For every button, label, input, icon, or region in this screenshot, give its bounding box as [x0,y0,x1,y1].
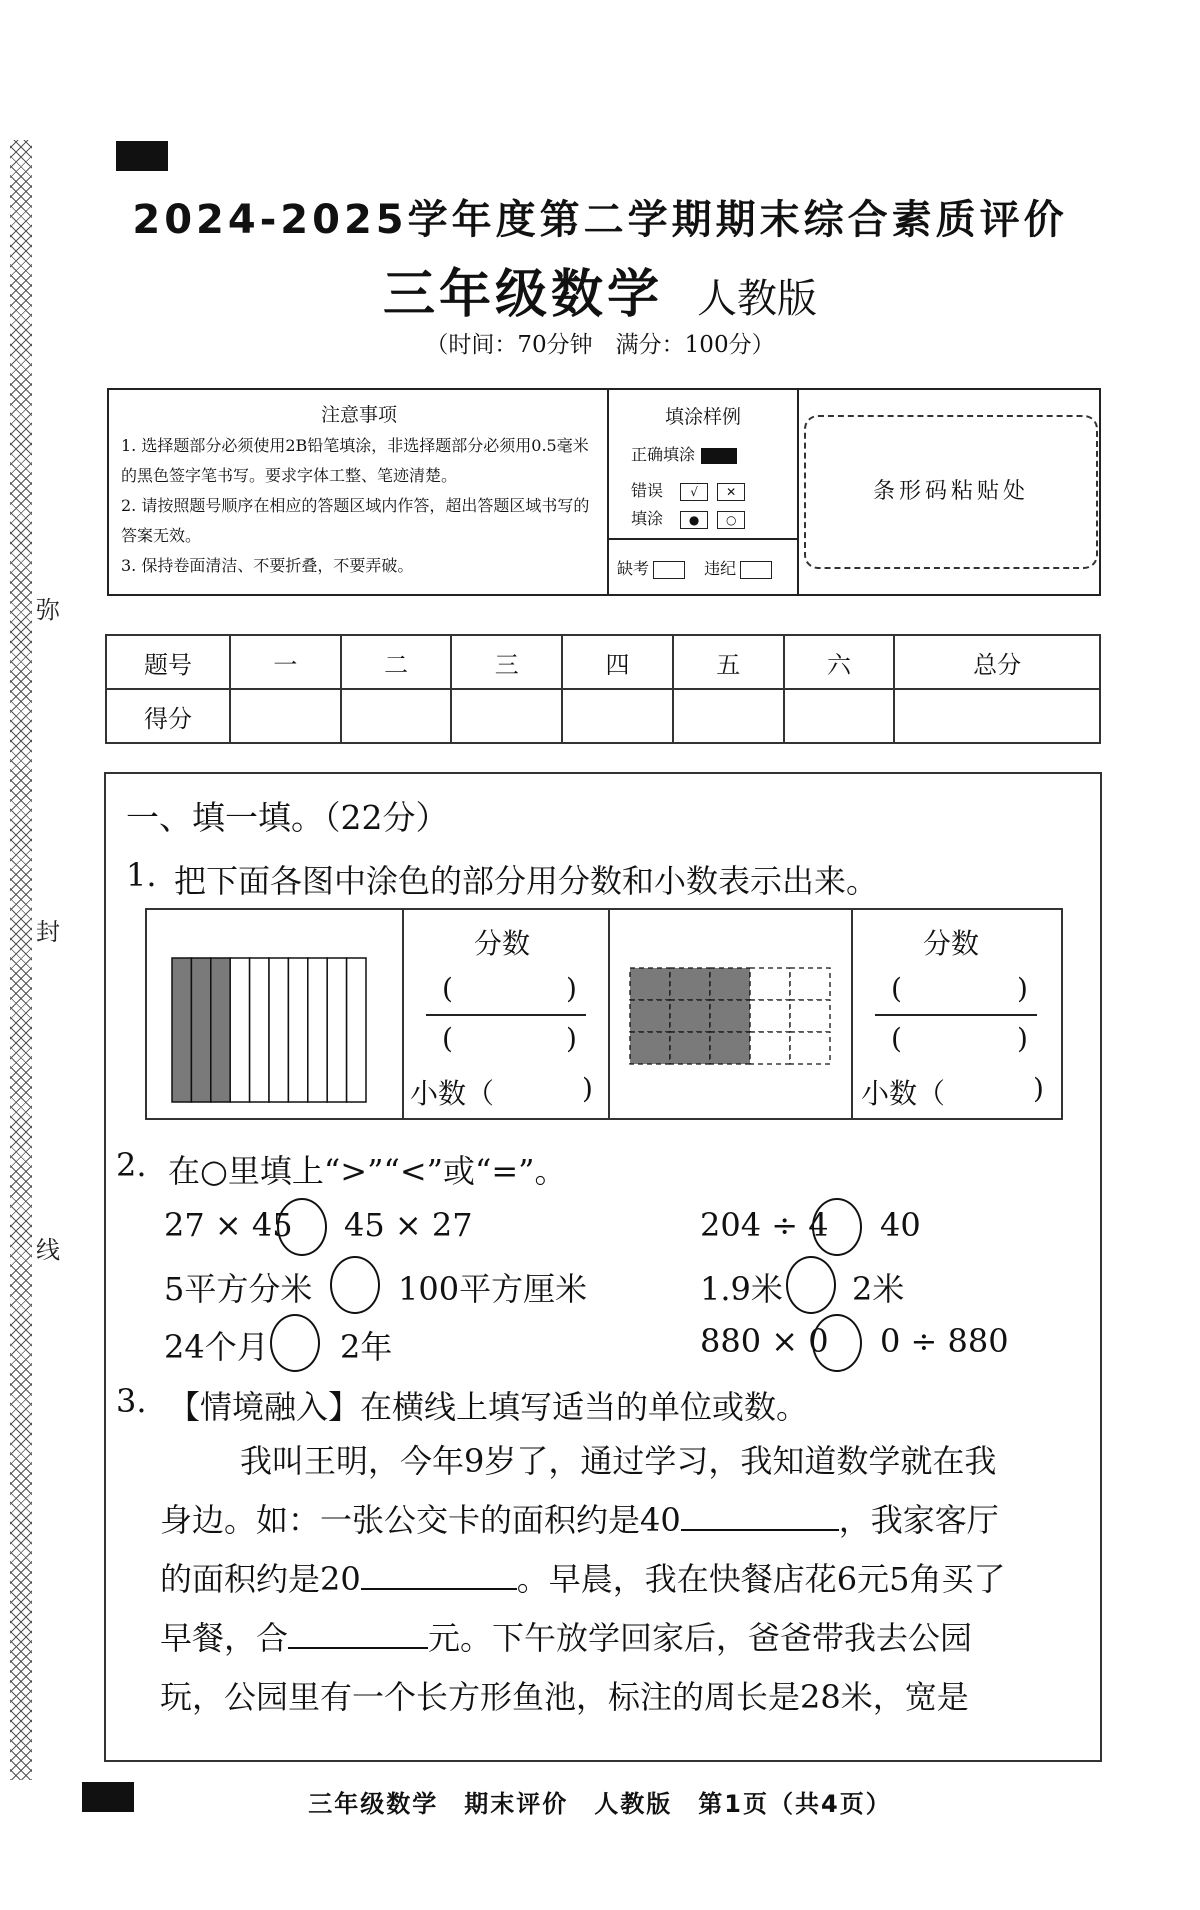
q1-text: 把下面各图中涂色的部分用分数和小数表示出来。 [174,862,879,900]
blank-grid-cell [790,968,830,1000]
shaded-grid-cell [710,1000,750,1032]
fill-sample-area [609,390,797,540]
filled-sample-mark [701,448,737,464]
score-cell[interactable] [341,689,452,743]
q1-number: 1. [126,856,157,894]
notice-heading: 注意事项 [320,404,397,426]
decimal-label-1: 小数（ [410,1077,495,1110]
blank-strip [327,958,346,1102]
absent-box[interactable] [653,561,685,579]
shaded-strip [211,958,230,1102]
score-header-cell: 六 [784,635,895,689]
q3-text-4a: 早餐，合 [160,1619,289,1657]
compare-right-3: 100平方厘米 [398,1270,588,1308]
shaded-grid-cell [670,1000,710,1032]
compare-left-4: 1.9米 [700,1270,783,1308]
absent-row [617,556,772,579]
compare-circle-5[interactable] [270,1314,320,1372]
blank-strip [288,958,307,1102]
wrong-fill-label-2: 填涂 [631,509,664,528]
q3-text-3b: 。早晨，我在快餐店花6元5角买了 [516,1560,1006,1598]
shaded-grid-cell [630,1032,670,1064]
notice-item-2: 2. 请按照题号顺序在相应的答题区域内作答，超出答题区域书写的答案无效。 [121,496,590,545]
wrong-fill-row-1 [631,478,745,501]
score-table-score-row [106,689,1100,743]
q2-text: 在○里填上“>”“<”或“=”。 [168,1152,567,1190]
score-table [105,634,1101,744]
compare-circle-3[interactable] [330,1256,380,1314]
barcode-area: 条形码粘贴处 [804,415,1098,569]
numerator-open-1: ( [442,972,453,1005]
compare-right-2: 40 [880,1206,921,1244]
q3-para-line-3 [160,1550,1090,1609]
compare-right-1: 45 × 27 [344,1206,473,1244]
score-row-label: 得分 [106,689,230,743]
strip-figure [147,910,404,1118]
denominator-open-2: ( [891,1022,902,1055]
denominator-close-2: ) [1017,1022,1028,1055]
grid-figure [610,910,853,1118]
blank-grid-cell [750,1032,790,1064]
score-header-cell: 五 [673,635,784,689]
notice-column [109,390,609,594]
blank-grid-cell [750,968,790,1000]
decimal-label-2: 小数（ [861,1077,946,1110]
shaded-strip [191,958,210,1102]
cross-mark-icon: ✕ [717,483,745,501]
time-score-info: （时间：70分钟 满分：100分） [425,332,775,358]
edition-label: 人教版 [697,276,817,322]
page-footer: 三年级数学 期末评价 人教版 第1页（共4页） [308,1790,892,1818]
absent-label: 缺考 [617,559,650,578]
decimal-close-1: ) [582,1072,593,1105]
seal-hatch-strip [10,140,32,1780]
score-header-cell: 题号 [106,635,230,689]
blank-grid-cell [790,1032,830,1064]
q3-para-line-5: 玩，公园里有一个长方形鱼池，标注的周长是28米，宽是 [160,1678,969,1716]
answer-blank-3[interactable] [288,1619,428,1649]
q1-figure-table [145,908,1063,1120]
answer1-cell [404,910,610,1118]
blank-strip [347,958,366,1102]
compare-left-2: 204 ÷ 4 [700,1206,829,1244]
q3-para-line-4 [160,1609,1090,1668]
blank-strip [269,958,288,1102]
decimal-close-2: ) [1033,1072,1044,1105]
figure1-cell [147,910,404,1118]
compare-circle-2[interactable] [812,1198,862,1256]
subject-title: 三年级数学 [382,264,663,325]
score-header-cell: 一 [230,635,341,689]
compare-right-5: 2年 [340,1328,393,1366]
correct-fill-row [631,442,737,465]
compare-circle-4[interactable] [786,1256,836,1314]
score-cell[interactable] [784,689,895,743]
seal-char-mi: 弥 [36,596,60,624]
shaded-grid-cell [670,1032,710,1064]
answer2-cell [853,910,1061,1118]
circle-mark-icon: ○ [717,511,745,529]
check-mark-icon: √ [680,483,708,501]
exam-title: 2024-2025学年度第二学期期末综合素质评价 [132,197,1068,243]
q3-text-4b: 元。下午放学回家后，爸爸带我去公园 [428,1619,973,1657]
wrong-fill-row-2 [631,506,745,529]
shaded-grid-cell [630,1000,670,1032]
fraction-bar-2 [875,1014,1037,1016]
compare-right-6: 0 ÷ 880 [880,1322,1009,1360]
numerator-open-2: ( [891,972,902,1005]
blank-strip [250,958,269,1102]
score-header-cell: 三 [451,635,562,689]
answer-blank-1[interactable] [681,1501,839,1531]
section-1-title: 一、填一填。（22分） [126,798,449,837]
notice-box [107,388,1101,596]
violation-label: 违纪 [704,559,737,578]
score-cell[interactable] [451,689,562,743]
numerator-close-1: ) [566,972,577,1005]
score-cell[interactable] [230,689,341,743]
blank-grid-cell [750,1000,790,1032]
q3-number: 3. [116,1382,147,1420]
blank-grid-cell [790,1000,830,1032]
shaded-grid-cell [710,1032,750,1064]
correct-fill-label: 正确填涂 [631,445,696,464]
dot-mark-icon: ● [680,511,708,529]
q2-number: 2. [116,1146,147,1184]
exam-subtitle [0,252,1200,327]
fraction-label-1: 分数 [474,927,531,960]
q3-para-line-1: 我叫王明，今年9岁了，通过学习，我知道数学就在我 [240,1442,997,1480]
q3-text-2a: 身边。如：一张公交卡的面积约是40 [160,1501,681,1539]
shaded-strip [172,958,191,1102]
compare-right-4: 2米 [852,1270,905,1308]
figure2-cell [610,910,853,1118]
notice-item-3: 3. 保持卷面清洁、不要折叠，不要弄破。 [121,556,414,575]
fill-sample-heading: 填涂样例 [664,406,741,428]
score-cell[interactable] [562,689,673,743]
q3-para-line-2 [160,1491,1090,1550]
score-cell[interactable] [894,689,1100,743]
shaded-grid-cell [670,968,710,1000]
shaded-grid-cell [630,968,670,1000]
q3-text: 【情境融入】在横线上填写适当的单位或数。 [168,1388,809,1426]
score-header-cell: 四 [562,635,673,689]
blank-strip [308,958,327,1102]
compare-left-5: 24个月 [164,1328,269,1366]
barcode-column [799,390,1099,594]
score-header-cell: 总分 [894,635,1100,689]
compare-circle-1[interactable] [277,1198,327,1256]
notice-item-1: 1. 选择题部分必须使用2B铅笔填涂，非选择题部分必须用0.5毫米的黑色签字笔书写。要求字体工整、笔迹清楚。 [121,436,589,485]
fill-sample-column [609,390,799,594]
denominator-close-1: ) [566,1022,577,1055]
q3-text-3a: 的面积约是20 [160,1560,361,1598]
seal-char-feng: 封 [36,918,60,946]
answer-blank-2[interactable] [361,1560,517,1590]
denominator-open-1: ( [442,1022,453,1055]
shaded-grid-cell [710,968,750,1000]
fraction-label-2: 分数 [923,927,980,960]
q3-text-2b: ，我家客厅 [838,1501,999,1539]
compare-circle-6[interactable] [812,1314,862,1372]
fraction-bar-1 [426,1014,586,1016]
compare-left-3: 5平方分米 [164,1270,313,1308]
numerator-close-2: ) [1017,972,1028,1005]
violation-box[interactable] [740,561,772,579]
blank-strip [230,958,249,1102]
score-header-cell: 二 [341,635,452,689]
score-table-header-row [106,635,1100,689]
seal-char-xian: 线 [36,1236,60,1264]
compare-left-6: 880 × 0 [700,1322,829,1360]
score-cell[interactable] [673,689,784,743]
corner-mark-top [116,141,168,171]
compare-left-1: 27 × 45 [164,1206,293,1244]
wrong-fill-label-1: 错误 [631,481,664,500]
